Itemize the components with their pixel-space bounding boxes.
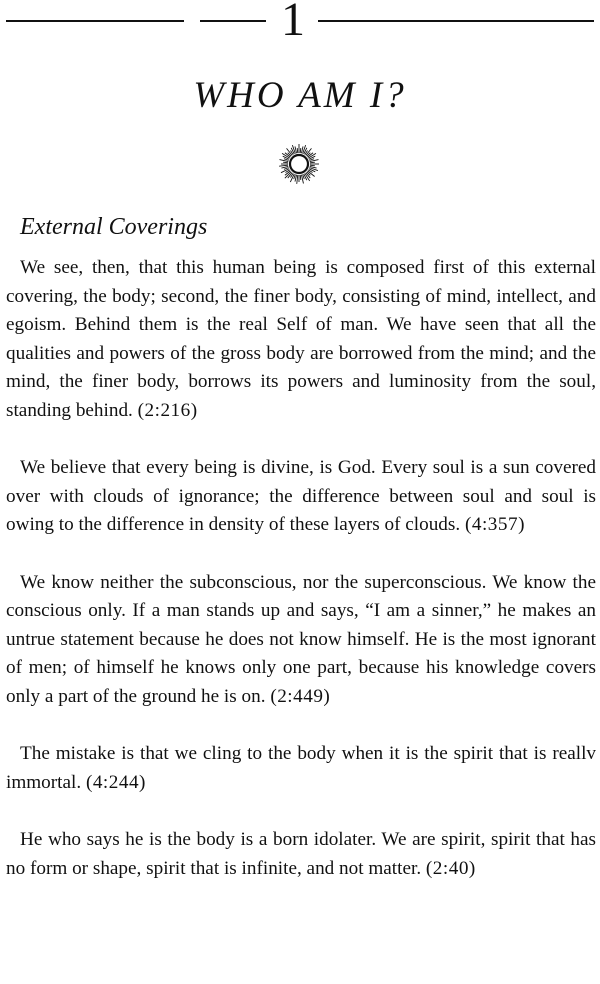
ornament-ray: [304, 174, 307, 180]
passage-citation: (2:449): [270, 685, 331, 707]
section-heading: External Coverings: [20, 214, 208, 240]
page-title: WHO AM I?: [193, 75, 407, 116]
passage: [6, 740, 596, 797]
passage-citation: (4:357): [464, 514, 525, 535]
sunburst-ornament-icon: [269, 134, 329, 194]
ornament-ray: [297, 148, 298, 153]
passage: [6, 254, 596, 425]
passage: [6, 454, 596, 540]
passage-text: We know neither the subconscious, nor the superconscious. We know the conscious only. If a man stands up and says, “I am a sinner,” he makes an untrue statement because he does not know himself. He is the most ignorant of men; of himself he knows only one part, because his knowledge covers only a part of the ground he is on.: [6, 571, 596, 707]
ornament-ray: [283, 162, 288, 163]
ornament-ray: [300, 148, 301, 153]
passage: [6, 826, 596, 883]
passage-text: The mistake is that we cling to the body when it is the spirit that is reallv immortal.: [6, 743, 596, 793]
ornament-ring: [290, 155, 308, 173]
passage-text: He who says he is the body is a born idolater. We are spirit, spirit that has no form or shape, spirit that is infinite, and not matter.: [6, 829, 596, 879]
ornament-ray: [309, 156, 315, 159]
passage-citation: (4:244): [85, 771, 146, 793]
header-rule-left: [6, 20, 184, 22]
header-rule-right: [318, 20, 594, 22]
passage-text: We see, then, that this human being is composed first of this external covering, the body; second, the finer body, consisting of mind, intellect, and egoism. Behind them is the real Self of man. We have seen that all the qualities and powers of the gross body are borrowed from the mind; and the mind, the finer body, borrows its powers and luminosity from the soul, standing behind.: [6, 257, 596, 421]
passage-text: We believe that every being is divine, is God. Every soul is a sun covered over with clouds of ignorance; the difference between soul and soul is owing to the difference in density of these layers of clouds.: [6, 457, 596, 535]
ornament-ray: [310, 162, 315, 163]
ornament-ray: [297, 175, 298, 184]
passage: [6, 569, 596, 712]
passage-citation: (2:40): [425, 857, 476, 879]
chapter-number: 1: [281, 0, 305, 46]
passage-citation: (2:216): [137, 399, 198, 421]
passage-list: [6, 254, 596, 912]
header-rule-center: [200, 20, 266, 22]
ornament-ray: [310, 165, 315, 166]
ornament-ray: [300, 175, 301, 180]
ornament-ray: [283, 156, 289, 159]
ornament-ray: [279, 165, 288, 166]
chapter-header: [0, 0, 600, 50]
